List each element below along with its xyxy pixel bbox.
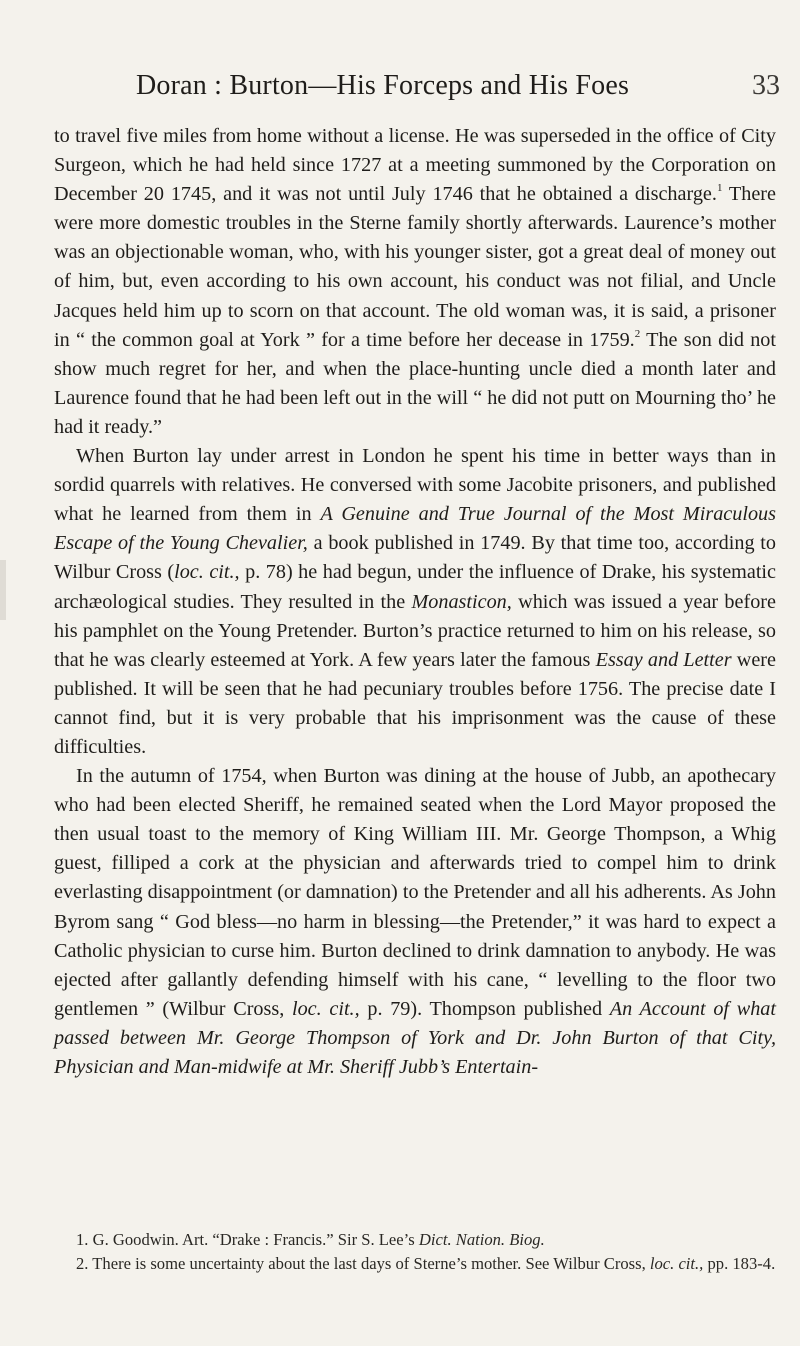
page-header <box>40 70 780 110</box>
footnote <box>54 1252 776 1276</box>
text-run: to travel five miles from home without a license. He was superseded in the office of City Surgeon, which he had held since 1727 at a meeting summoned by the Corporation on December 20 1745, and it was not until July 1746 that he obtained a discharge. <box>54 125 776 206</box>
text-run: There were more domestic troubles in the Sterne family shortly afterwards. Laurence’s mother was an objectionable woman, who, with his younger sister, got a great deal of money out of him, but, even according to his own account, his conduct was not filial, and Uncle Jacques held him up to scorn on that account. The old woman was, it is said, a prisoner in “ the common goal at York ” for a time before her decease in 1759. <box>54 183 776 351</box>
italic-text: Essay and Letter <box>595 648 732 671</box>
text-run: p. 79). Thompson published <box>359 997 610 1020</box>
paragraph <box>54 442 776 762</box>
text-run: p. 78) he had begun, under the influence of Drake, his systematic archæological studies. They resulted in the <box>54 561 776 613</box>
footnote-marker: 2 <box>634 327 641 340</box>
italic-text: loc. cit., <box>649 1254 704 1273</box>
footnote-marker: 1 <box>716 182 723 195</box>
italic-text: loc. cit., <box>291 997 360 1020</box>
footnote <box>54 1228 776 1252</box>
text-run: pp. 183-4. <box>703 1254 776 1273</box>
text-run: which was issued a year before his pamphlet on the Young Pretender. Burton’s practice returned to him on his release, so that he was clearly esteemed at York. A few years later the famous <box>54 590 776 671</box>
italic-text: loc. cit., <box>174 561 240 584</box>
paragraph <box>54 762 776 1082</box>
italic-text: Dict. Nation. Biog. <box>418 1230 545 1249</box>
text-run: 2. There is some uncertainty about the last days of Sterne’s mother. See Wilbur Cross, <box>76 1254 650 1273</box>
text-run: 1. G. Goodwin. Art. “Drake : Francis.” Sir S. Lee’s <box>76 1230 419 1249</box>
text-run: were published. It will be seen that he had pecuniary troubles before 1756. The precise date I cannot find, but it is very probable that his imprisonment was the cause of these difficulties. <box>54 648 776 758</box>
text-run: The son did not show much regret for her, and when the place-hunting uncle died a month later and Laurence found that he had been left out in the will “ he did not putt on Mourning tho’ he had it ready.” <box>54 328 776 438</box>
text-run: When Burton lay under arrest in London he spent his time in better ways than in sordid quarrels with relatives. He conversed with some Jacobite prisoners, and published what he learned from them in <box>54 445 776 526</box>
italic-text: A Genuine and True Journal of the Most Miraculous Escape of the Young Chevalier, <box>54 503 776 555</box>
running-head: Doran : Burton—His Forceps and His Foes <box>136 70 630 101</box>
footnotes <box>54 1228 776 1276</box>
paragraph <box>54 122 776 442</box>
text-run: a book published in 1749. By that time too, according to Wilbur Cross ( <box>54 532 776 584</box>
body-text <box>54 122 776 1082</box>
page-edge-shadow <box>0 560 6 620</box>
italic-text: An Account of what passed between Mr. George Thompson of York and Dr. John Burton of that City, Physician and Man-midwife at Mr. Sheriff Jubb’s Entertain- <box>54 997 776 1078</box>
italic-text: Monasticon, <box>411 590 512 613</box>
text-run: In the autumn of 1754, when Burton was dining at the house of Jubb, an apothecary who had been elected Sheriff, he remained seated when the Lord Mayor proposed the then usual toast to the memory of King William III. Mr. George Thompson, a Whig guest, filliped a cork at the physician and afterwards tried to compel him to drink everlasting disappointment (or damnation) to the Pretender and all his adherents. As John Byrom sang “ God bless—no harm in blessing—the Pretender,” it was hard to expect a Catholic physician to curse him. Burton declined to drink damnation to anybody. He was ejected after gallantly defending himself with his cane, “ levelling to the floor two gentlemen ” (Wilbur Cross, <box>54 765 776 1020</box>
page-number: 33 <box>752 70 780 101</box>
